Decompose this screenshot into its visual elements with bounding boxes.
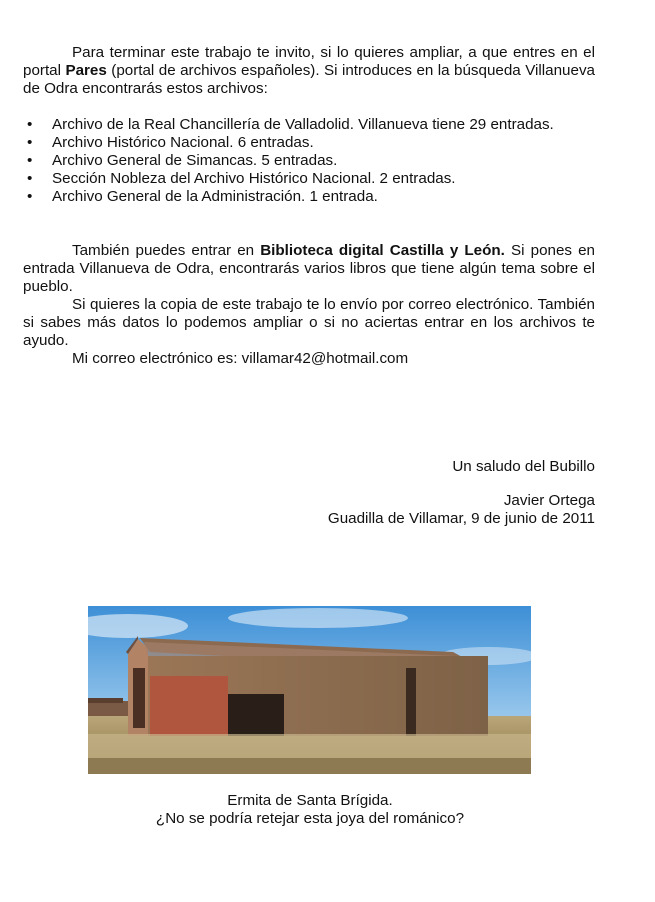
- copy-offer-paragraph: Si quieres la copia de este trabajo te lo envío por correo electrónico. También si sabes más datos lo podemos ampliar o si no aciertas entrar en los archivos te ayudo.: [23, 296, 595, 349]
- biblioteca-paragraph: También puedes entrar en Biblioteca digital Castilla y León. Si pones en entrada Villanueva de Odra, encontrarás varios libros que tiene algún tema sobre el pueblo.: [23, 242, 595, 295]
- list-item: • Archivo de la Real Chancillería de Valladolid. Villanueva tiene 29 entradas.: [27, 116, 554, 133]
- caption-title: Ermita de Santa Brígida.: [227, 792, 393, 809]
- bullet-icon: •: [27, 188, 33, 205]
- list-item: • Sección Nobleza del Archivo Histórico Nacional. 2 entradas.: [27, 170, 456, 187]
- greeting: Un saludo del Bubillo: [452, 458, 595, 475]
- intro-paragraph: [23, 44, 595, 98]
- list-item: • Archivo Histórico Nacional. 6 entradas.: [27, 134, 314, 151]
- list-item: • Archivo General de la Administración. 1 entrada.: [27, 188, 378, 205]
- author-name: Javier Ortega: [503, 492, 595, 509]
- bullet-icon: •: [27, 170, 33, 187]
- list-item: • Archivo General de Simancas. 5 entradas.: [27, 152, 338, 169]
- photo-caption: [0, 792, 620, 828]
- document-body: [23, 44, 595, 368]
- intro-text-end: (portal de archivos españoles). Si introduces en la búsqueda Villanueva de Odra encontrarás estos archivos:: [23, 62, 595, 97]
- archive-list: [23, 116, 595, 206]
- email-line: Mi correo electrónico es: villamar42@hotmail.com: [72, 350, 409, 367]
- biblioteca-name: Biblioteca digital Castilla y León.: [260, 242, 505, 259]
- bullet-icon: •: [27, 152, 33, 169]
- caption-question: ¿No se podría retejar esta joya del románico?: [155, 810, 465, 827]
- bullet-icon: •: [27, 134, 33, 151]
- pares-portal-name: Pares: [65, 62, 107, 79]
- closing-signature: [328, 458, 595, 528]
- bullet-icon: •: [27, 116, 33, 133]
- hermitage-photo: [88, 606, 531, 774]
- place-date: Guadilla de Villamar, 9 de junio de 2011: [327, 510, 595, 527]
- intro-text-start: Para terminar este trabajo te invito, si lo quieres ampliar, a que entres en el portal: [23, 44, 595, 79]
